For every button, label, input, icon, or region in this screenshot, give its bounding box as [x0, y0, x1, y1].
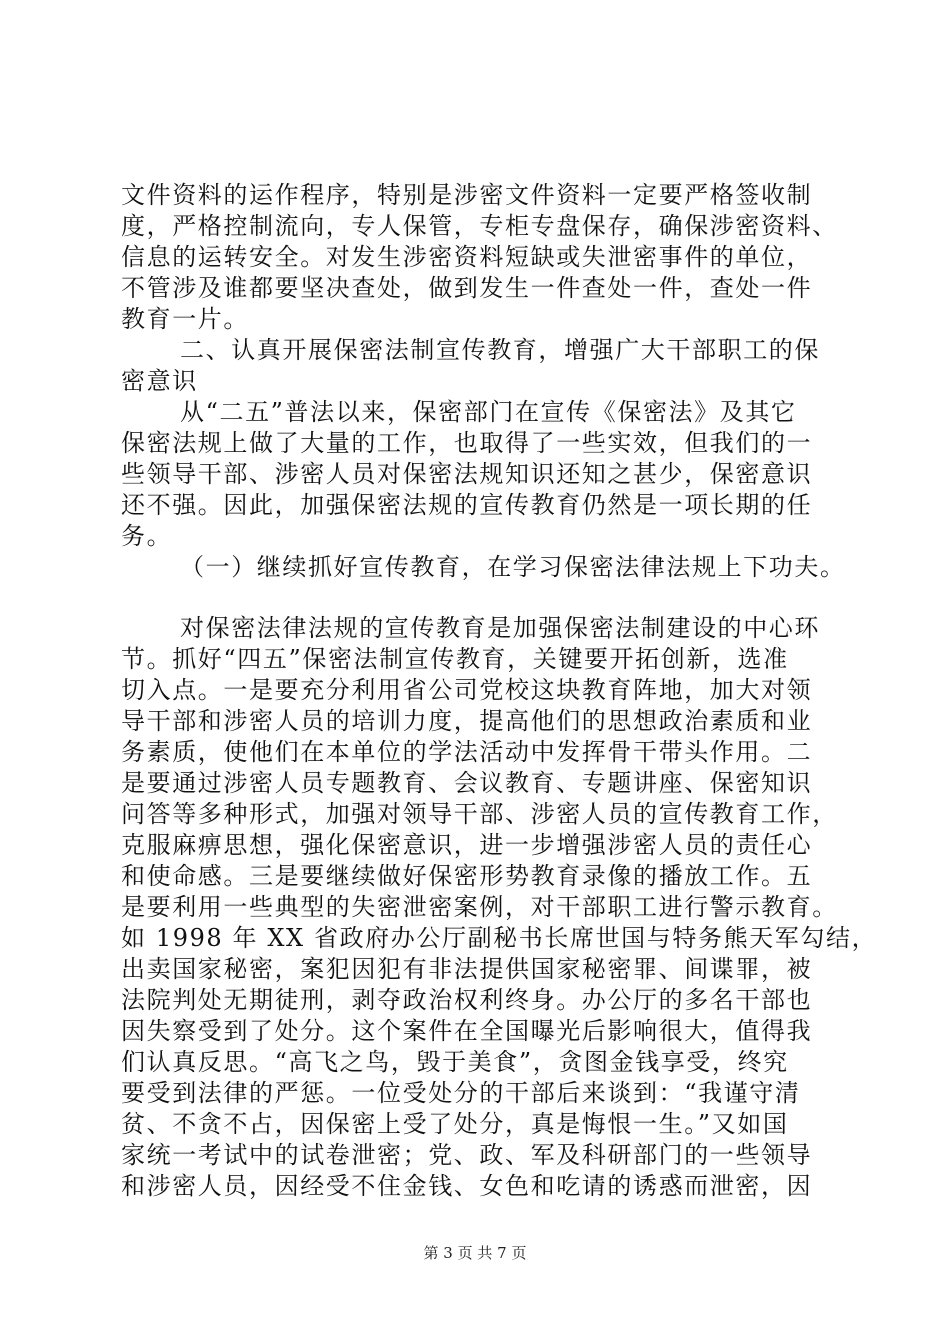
text-line: 家统一考试中的试卷泄密；党、政、军及科研部门的一些领导: [121, 1141, 813, 1169]
subsection-heading: （一）继续抓好宣传教育，在学习保密法律法规上下功夫。: [180, 553, 846, 581]
text-line: 法院判处无期徒刑，剥夺政治权利终身。办公厅的多名干部也: [121, 986, 813, 1014]
text-line: 问答等多种形式，加强对领导干部、涉密人员的宣传教育工作，: [121, 800, 838, 828]
text-line: 导干部和涉密人员的培训力度，提高他们的思想政治素质和业: [121, 707, 813, 735]
text-line: 度，严格控制流向，专人保管，专柜专盘保存，确保涉密资料、: [121, 212, 838, 240]
section-heading: 二、认真开展保密法制宣传教育，增强广大干部职工的保: [180, 336, 820, 364]
page-number: 第 3 页 共 7 页: [423, 1244, 527, 1262]
text-line: 是要利用一些典型的失密泄密案例，对干部职工进行警示教育。: [121, 893, 838, 921]
section-heading: 密意识: [121, 367, 198, 395]
text-line: 信息的运转安全。对发生涉密资料短缺或失泄密事件的单位，: [121, 243, 813, 271]
text-line: 些领导干部、涉密人员对保密法规知识还知之甚少，保密意识: [121, 460, 813, 488]
text-line: 对保密法律法规的宣传教育是加强保密法制建设的中心环: [180, 614, 820, 642]
text-line: 克服麻痹思想，强化保密意识，进一步增强涉密人员的责任心: [121, 831, 813, 859]
text-line: 教育一片。: [121, 305, 249, 333]
text-line: 务素质，使他们在本单位的学法活动中发挥骨干带头作用。二: [121, 738, 813, 766]
text-line: 因失察受到了处分。这个案件在全国曝光后影响很大，值得我: [121, 1017, 813, 1045]
text-line: 如 1998 年 XX 省政府办公厅副秘书长席世国与特务熊天军勾结，: [121, 924, 878, 952]
text-line: 务。: [121, 522, 173, 550]
text-line: 切入点。一是要充分利用省公司党校这块教育阵地，加大对领: [121, 676, 813, 704]
text-line: 是要通过涉密人员专题教育、会议教育、专题讲座、保密知识: [121, 769, 813, 797]
text-line: 出卖国家秘密，案犯因犯有非法提供国家秘密罪、间谍罪，被: [121, 955, 813, 983]
text-line: 要受到法律的严惩。一位受处分的干部后来谈到：“我谨守清: [121, 1079, 801, 1107]
text-line: 和涉密人员，因经受不住金钱、女色和吃请的诱惑而泄密，因: [121, 1172, 813, 1200]
text-line: 和使命感。三是要继续做好保密形势教育录像的播放工作。五: [121, 862, 813, 890]
text-line: 还不强。因此，加强保密法规的宣传教育仍然是一项长期的任: [121, 491, 813, 519]
text-line: 不管涉及谁都要坚决查处，做到发生一件查处一件，查处一件: [121, 274, 813, 302]
text-line: 贫、不贪不占，因保密上受了处分，真是悔恨一生。”又如国: [121, 1110, 789, 1138]
text-line: 们认真反思。“高飞之鸟，毁于美食”，贪图金钱享受，终究: [121, 1048, 789, 1076]
text-line: 保密法规上做了大量的工作，也取得了一些实效，但我们的一: [121, 429, 813, 457]
text-line: 节。抓好“四五”保密法制宣传教育，关键要开拓创新，选准: [121, 645, 789, 673]
text-line: 从“二五”普法以来，保密部门在宣传《保密法》及其它: [180, 398, 797, 426]
text-line: 文件资料的运作程序，特别是涉密文件资料一定要严格签收制: [121, 181, 813, 209]
